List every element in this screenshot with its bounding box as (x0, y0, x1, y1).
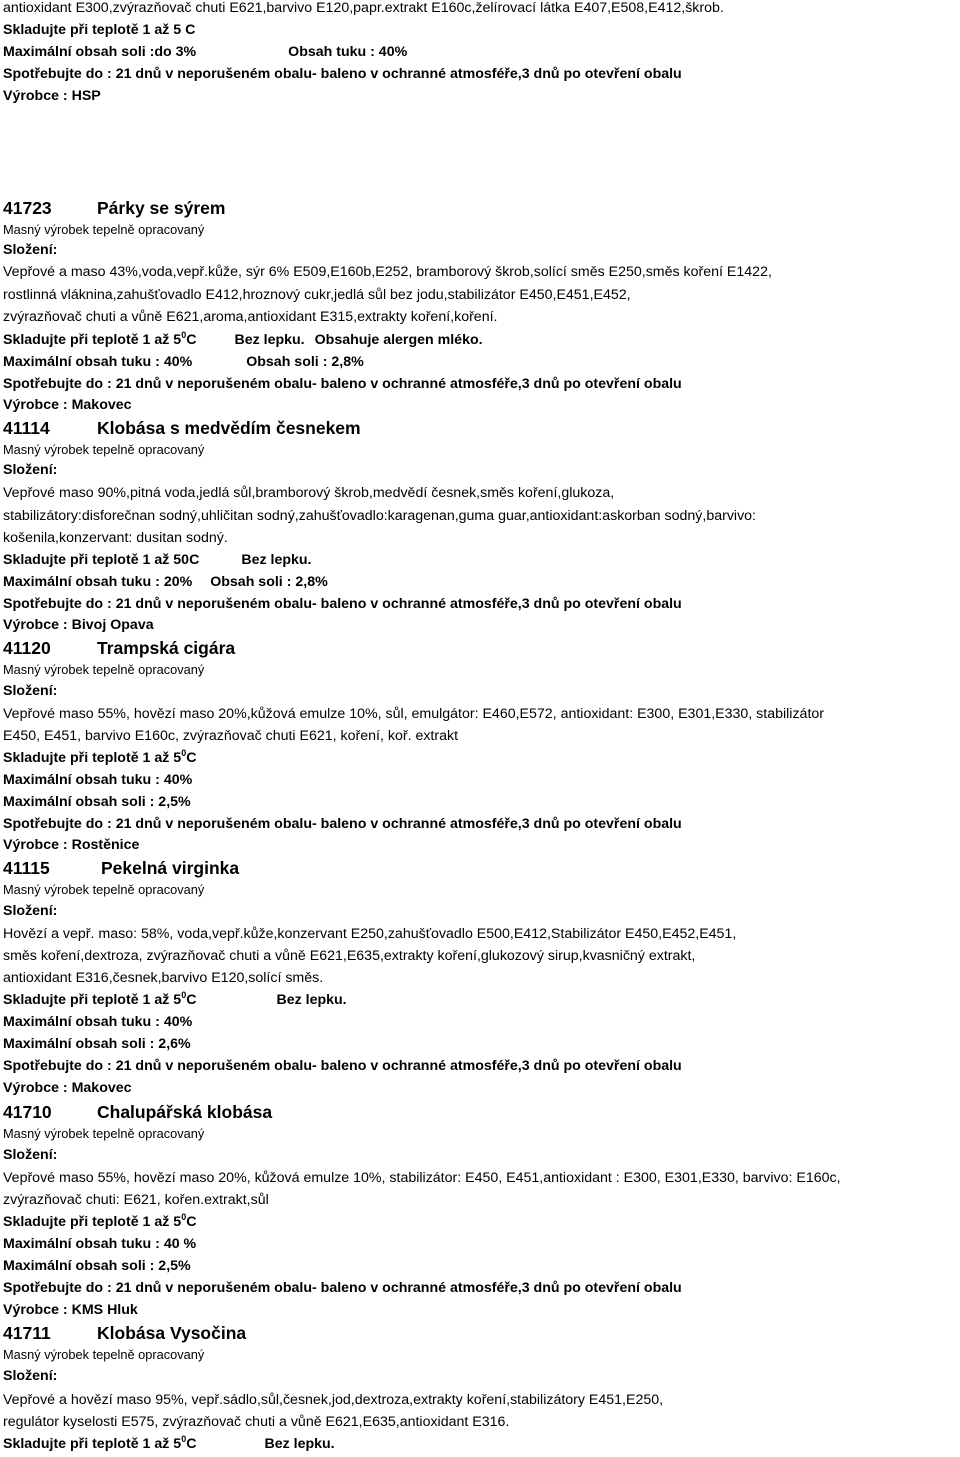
composition-label: Složení: (3, 1368, 58, 1384)
fat-salt-line: Maximální obsah tuku : 40% Obsah soli : 2,8% (3, 354, 364, 370)
composition-line: E450, E451, barvivo E160c, zvýrazňovač chuti E621, koření, koř. extrakt (3, 728, 459, 744)
fat-line: Maximální obsah tuku : 40% (3, 772, 193, 788)
composition-line: košenila,konzervant: dusitan sodný. (3, 530, 228, 546)
storage-line: Skladujte při teplotě 1 až $5^0C$ Bez lepku. Obsahuje alergen mléko. (3, 330, 483, 348)
composition-line: zvýrazňovač chuti a vůně E621,aroma,antioxidant E315,extrakty koření,koření. (3, 309, 498, 325)
product-name: Pekelná virginka (101, 858, 240, 878)
product-type: Masný výrobek tepelně opracovaný (3, 1347, 205, 1362)
degree-superscript: 0 (181, 748, 187, 758)
composition-line: Vepřové maso 55%, hovězí maso 20%, kůžová emulze 10%, stabilizátor: E450, E451,antioxidant : E300, E301,E330, barvivo: E160c, (3, 1170, 841, 1186)
product-type: Masný výrobek tepelně opracovaný (3, 1126, 205, 1141)
composition-line: Vepřové a hovězí maso 95%, vepř.sádlo,sůl,česnek,jod,dextroza,extrakty koření,stabilizátory E451,E250, (3, 1392, 664, 1408)
composition-line: antioxidant E316,česnek,barvivo E120,solící směs. (3, 970, 324, 986)
consume-line: Spotřebujte do : 21 dnů v neporušeném obalu- baleno v ochranné atmosféře,3 dnů po otevření obalu (3, 376, 682, 392)
product-code: 41723 (3, 198, 52, 218)
product-name: Klobása Vysočina (97, 1323, 247, 1343)
product-type: Masný výrobek tepelně opracovaný (3, 222, 205, 237)
composition-line: Vepřové a maso 43%,voda,vepř.kůže, sýr 6% E509,E160b,E252, bramborový škrob,solící směs E250,směs koření E1422, (3, 264, 772, 280)
gluten-free-text: Bez lepku. (264, 1436, 335, 1452)
product-code: 41114 (3, 418, 50, 438)
allergen-text: Obsahuje alergen mléko. (314, 332, 483, 348)
composition-line: antioxidant E300,zvýrazňovač chuti E621,barvivo E120,papr.extrakt E160c,želírovací látka E407,E508,E412,škrob. (3, 0, 724, 16)
degree-superscript: 0 (181, 330, 187, 340)
product-heading (3, 198, 225, 219)
degree-superscript: 0 (181, 1434, 187, 1444)
salt-text: Maximální obsah soli :do 3% (3, 44, 197, 60)
fat-text: Obsah tuku : 40% (288, 44, 408, 60)
storage-line: Skladujte při teplotě 1 až $5^0C$ Bez lepku. (3, 990, 347, 1008)
product-type: Masný výrobek tepelně opracovaný (3, 442, 205, 457)
storage-line: Skladujte při teplotě 1 až $5^0C$ Bez lepku. (3, 1434, 335, 1452)
producer-line: Výrobce : Makovec (3, 397, 132, 413)
degree-superscript: 0 (181, 990, 187, 1000)
product-heading (3, 638, 235, 659)
composition-line: Vepřové maso 55%, hovězí maso 20%,kůžová emulze 10%, sůl, emulgátor: E460,E572, antioxidant: E300, E301,E330, stabilizátor (3, 706, 824, 722)
composition-label: Složení: (3, 1147, 58, 1163)
product-heading (3, 418, 361, 439)
product-heading (3, 1102, 272, 1123)
composition-label: Složení: (3, 242, 58, 258)
product-code: 41711 (3, 1323, 51, 1343)
storage-line: Skladujte při teplotě 1 až 50C Bez lepku. (3, 552, 312, 568)
producer-line: Výrobce : KMS Hluk (3, 1302, 138, 1318)
producer-line: Výrobce : Rostěnice (3, 837, 140, 853)
salt-line: Maximální obsah soli : 2,5% (3, 1258, 191, 1274)
composition-label: Složení: (3, 462, 58, 478)
product-type: Masný výrobek tepelně opracovaný (3, 662, 205, 677)
storage-line: Skladujte při teplotě 1 až $5^0C$ (3, 1212, 197, 1230)
consume-line: Spotřebujte do : 21 dnů v neporušeném obalu- baleno v ochranné atmosféře,3 dnů po otevření obalu (3, 1280, 682, 1296)
consume-line: Spotřebujte do : 21 dnů v neporušeném obalu- baleno v ochranné atmosféře,3 dnů po otevření obalu (3, 816, 682, 832)
product-code: 41710 (3, 1102, 52, 1122)
gluten-free-text: Bez lepku. (276, 992, 347, 1008)
composition-line: stabilizátory:disforečnan sodný,uhličitan sodný,zahušťovadlo:karagenan,guma guar,antioxidant:askorban sodný,barvivo: (3, 508, 756, 524)
producer-line: Výrobce : Bivoj Opava (3, 617, 154, 633)
composition-label: Složení: (3, 903, 58, 919)
composition-line: Hovězí a vepř. maso: 58%, voda,vepř.kůže,konzervant E250,zahušťovadlo E500,E412,Stabilizátor E450,E452,E451, (3, 926, 737, 942)
consume-line: Spotřebujte do : 21 dnů v neporušeném obalu- baleno v ochranné atmosféře,3 dnů po otevření obalu (3, 66, 682, 82)
product-code: 41115 (3, 858, 50, 878)
product-type: Masný výrobek tepelně opracovaný (3, 882, 205, 897)
producer-line: Výrobce : HSP (3, 88, 101, 104)
salt-line: Maximální obsah soli : 2,5% (3, 794, 191, 810)
storage-line: Skladujte při teplotě 1 až 5 C (3, 22, 196, 38)
storage-line: Skladujte při teplotě 1 až $5^0C$ (3, 748, 197, 766)
gluten-free-text: Bez lepku. (241, 552, 312, 568)
product-heading (3, 858, 239, 879)
product-name: Chalupářská klobása (97, 1102, 273, 1122)
consume-line: Spotřebujte do : 21 dnů v neporušeném obalu- baleno v ochranné atmosféře,3 dnů po otevření obalu (3, 1058, 682, 1074)
product-name: Párky se sýrem (97, 198, 226, 218)
gluten-free-text: Bez lepku. (234, 332, 305, 348)
composition-line: zvýrazňovač chuti: E621, kořen.extrakt,sůl (3, 1192, 269, 1208)
salt-line: Maximální obsah soli : 2,6% (3, 1036, 191, 1052)
product-name: Klobása s medvědím česnekem (97, 418, 361, 438)
composition-line: regulátor kyselosti E575, zvýrazňovač chuti a vůně E621,E635,antioxidant E316. (3, 1414, 510, 1430)
fat-salt-line: Maximální obsah tuku : 20% Obsah soli : 2,8% (3, 574, 328, 590)
degree-superscript: 0 (181, 1212, 187, 1222)
consume-line: Spotřebujte do : 21 dnů v neporušeném obalu- baleno v ochranné atmosféře,3 dnů po otevření obalu (3, 596, 682, 612)
product-name: Trampská cigára (97, 638, 236, 658)
composition-label: Složení: (3, 683, 58, 699)
producer-line: Výrobce : Makovec (3, 1080, 132, 1096)
fat-line: Maximální obsah tuku : 40% (3, 1014, 193, 1030)
fat-line: Maximální obsah tuku : 40 % (3, 1236, 197, 1252)
composition-line: rostlinná vláknina,zahušťovadlo E412,hroznový cukr,jedlá sůl bez jodu,stabilizátor E450,E451,E452, (3, 287, 631, 303)
composition-line: směs koření,dextroza, zvýrazňovač chuti a vůně E621,E635,extrakty koření,glukozový sirup,kvasničný extrakt, (3, 948, 696, 964)
composition-line: Vepřové maso 90%,pitná voda,jedlá sůl,bramborový škrob,medvědí česnek,směs koření,glukoza, (3, 485, 615, 501)
product-code: 41120 (3, 638, 51, 658)
product-heading (3, 1323, 246, 1344)
salt-fat-line (3, 44, 407, 61)
